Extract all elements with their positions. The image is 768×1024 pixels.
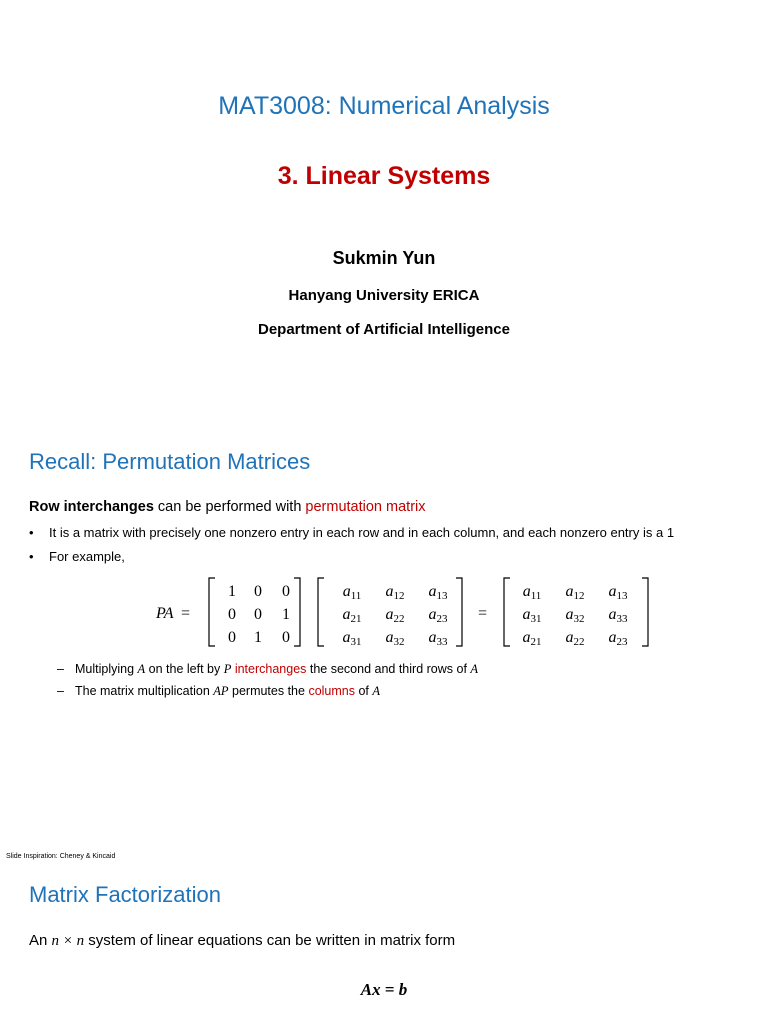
left-bracket — [504, 578, 510, 646]
equation-lhs: PA — [156, 605, 174, 622]
left-bracket — [209, 578, 215, 646]
sub-text: the second and third rows of — [306, 662, 471, 676]
matrix-entry: a22 — [565, 629, 585, 648]
sub-text: on the left by — [145, 662, 224, 676]
matrix-entry: a21 — [342, 606, 362, 625]
matrix-entry: 0 — [228, 606, 236, 623]
matrix-entry: 0 — [282, 629, 290, 646]
right-bracket — [456, 578, 462, 646]
matrix-entry: a21 — [522, 629, 542, 648]
right-bracket — [642, 578, 648, 646]
matrix-entry: 0 — [254, 583, 262, 600]
lead-mid: can be performed with — [153, 499, 306, 515]
matrix-a — [318, 578, 462, 648]
university-name: Hanyang University ERICA — [288, 287, 480, 304]
matrix-result — [504, 578, 648, 648]
sub-text: Multiplying — [75, 662, 138, 676]
matrix-entry: a13 — [608, 583, 628, 602]
sub-red: columns — [308, 684, 355, 698]
matrix-p — [209, 578, 300, 646]
matrix-entry: 0 — [254, 606, 262, 623]
intro-text: An — [29, 932, 52, 949]
sub-text: of — [354, 684, 373, 698]
factorization-intro — [29, 932, 455, 950]
lead-bold: Row interchanges — [29, 499, 154, 515]
math-ap: AP — [213, 684, 229, 698]
equation-ax: Ax — [360, 980, 381, 999]
matrix-entry: 1 — [228, 583, 236, 600]
matrix-entry: a33 — [428, 629, 448, 648]
factorization-heading: Matrix Factorization — [29, 882, 221, 907]
equation-equals: = — [181, 605, 191, 622]
slide-credit: Slide Inspiration: Cheney & Kincaid — [6, 853, 116, 860]
matrix-entry: 1 — [282, 606, 290, 623]
right-bracket — [294, 578, 300, 646]
dash: – — [57, 662, 64, 676]
math-a: A — [137, 662, 146, 676]
bullet-item — [29, 525, 674, 540]
author-name: Sukmin Yun — [332, 248, 436, 268]
permutation-heading: Recall: Permutation Matrices — [29, 449, 311, 474]
matrix-entry: a13 — [428, 583, 448, 602]
bullet-text: For example, — [49, 549, 125, 564]
intro-text: system of linear equations can be written in matrix form — [84, 932, 456, 949]
matrix-entry: a22 — [385, 606, 405, 625]
matrix-entry: a12 — [565, 583, 585, 602]
matrix-entry: a31 — [342, 629, 362, 648]
lead-red: permutation matrix — [305, 499, 426, 515]
matrix-entry: a11 — [522, 583, 542, 602]
permutation-lead — [29, 499, 426, 515]
matrix-entry: a12 — [385, 583, 405, 602]
bullet-dot: • — [29, 549, 34, 564]
bullet-dot: • — [29, 525, 34, 540]
matrix-entry: 1 — [254, 629, 262, 646]
equation-b: b — [398, 980, 408, 999]
matrix-entry: a31 — [522, 606, 542, 625]
equation-equals-2: = — [478, 605, 488, 622]
math-n-by-n: n × n — [51, 933, 85, 949]
sub-red: interchanges — [231, 662, 307, 676]
sub-text: The matrix multiplication — [75, 684, 214, 698]
bullet-item — [29, 549, 125, 564]
math-a: A — [470, 662, 479, 676]
dash: – — [57, 684, 64, 698]
lecture-title: 3. Linear Systems — [277, 162, 491, 190]
left-bracket — [318, 578, 324, 646]
sub-bullet-columns — [57, 684, 380, 699]
matrix-entry: 0 — [282, 583, 290, 600]
equation-eq: = — [380, 980, 399, 999]
matrix-equation — [0, 980, 768, 1000]
matrix-entry: a23 — [608, 629, 628, 648]
math-p: P — [223, 662, 232, 676]
math-a: A — [372, 684, 380, 698]
bullet-text: It is a matrix with precisely one nonzero entry in each row and in each column, and each nonzero entry is a 1 — [49, 525, 675, 540]
department-name: Department of Artificial Intelligence — [258, 321, 510, 338]
matrix-entry: a33 — [608, 606, 628, 625]
permutation-equation — [0, 570, 768, 654]
matrix-entry: a11 — [342, 583, 362, 602]
matrix-entry: 0 — [228, 629, 236, 646]
matrix-entry: a32 — [385, 629, 405, 648]
sub-text: permutes the — [228, 684, 309, 698]
course-title: MAT3008: Numerical Analysis — [218, 92, 550, 120]
matrix-entry: a23 — [428, 606, 448, 625]
sub-bullet-rows — [57, 662, 478, 677]
matrix-entry: a32 — [565, 606, 585, 625]
